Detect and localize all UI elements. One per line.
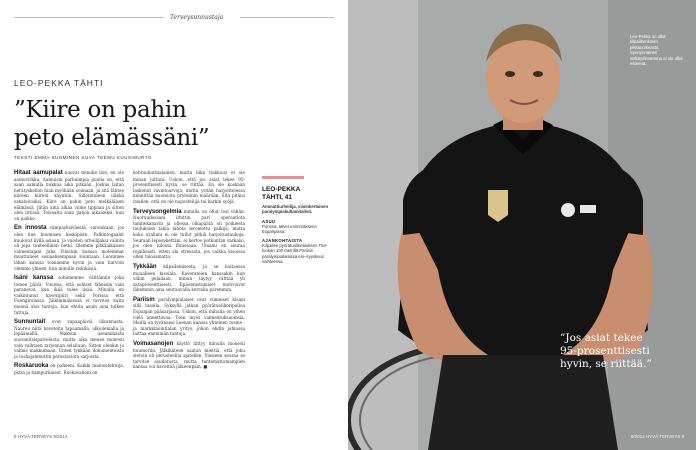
- left-eye: [505, 71, 515, 77]
- article-column-2: [133, 170, 245, 374]
- right-eye: [533, 71, 543, 77]
- paragraph: [133, 297, 245, 337]
- photo-caption: Leo-Pekka on ollut kilpailkenkinen pikkanoikeasta. Synnynnäinen selkäydinvamma ei ole ollut esteenä.: [630, 34, 683, 67]
- title-line-1: ”Kiire on pahin: [14, 97, 187, 123]
- paragraph-text: on paheeni. Kaikki mainsutehtuja, pizza ja hampurilaiset. Ruokavalioni on: [14, 363, 124, 375]
- paragraph: [14, 225, 124, 271]
- section-kicker: Terveysunnustaja: [170, 14, 224, 21]
- fact-box-value-asuu: Porissa, talvet enimmäkseen Espanjassa.: [262, 223, 317, 234]
- paragraph-text: paralympialaiset ovat viimeiset kisani sillä tasolla. Syksyllä jatkan pyörätuolikoripalloa Espanjan pääsarjassa. Uskon, että minulla on vihen vielä annettavaa. Toen myös valmentuksuomsia. Meillä on tyvänaesi Leenan kanssa yhteinen tosme - ja markkinointialan yritys, johon ehdin jatkossa laittaa enemmän tuntoja.: [133, 296, 245, 337]
- paragraph-text: vämpäyksiväestä, varsinkaan, jos olen itse huomisen keskipiste. Palkintogaalat kuulovat kyllä asiaan, ja vuoden urheilijaksi valinta oli jopa tunteellinen hetki. Olemme pitkäaikaisen valmentajani Juha Flinckin kanssa molemmat muuttuneet sosiaalisempaan suuntaan. Luonnnee lähan kanssa toisiamme hyvin ja vain harvoin olemme yhteen, kun minulla riskikäsiä.: [14, 225, 124, 271]
- paragraph: [133, 209, 245, 260]
- fact-box-title-line-1: LEO-PEKKA: [262, 186, 301, 193]
- paragraph: [14, 363, 124, 375]
- paragraph-lead: Voimasanojen: [133, 341, 174, 348]
- paragraph-lead: Terveysongelmia: [133, 208, 182, 215]
- paragraph: [14, 170, 124, 221]
- fact-box-title-line-2: TÄHTI, 41: [262, 193, 292, 201]
- paragraph-lead: Pariisin: [133, 296, 155, 303]
- fact-box-title: [262, 186, 330, 201]
- subject-name: LEO-PEKKA TÄHTI: [14, 78, 104, 88]
- sponsor-logo-icon: [561, 203, 575, 217]
- pull-quote: [560, 332, 690, 371]
- paragraph-lead: Isäni kanssa: [14, 275, 54, 282]
- right-page-photo: [348, 0, 696, 450]
- pull-quote-line-3: hyvin, se riittää.”: [560, 358, 652, 370]
- paragraph-text: kohtuukurinalainen, mutta liika tiukkuus ei ole minun juttuni. Uskon, että jos asiat tekee 95-prosenttisesti hyvin, se riittää. En ole koskaan laskenut ravintoarvoja, mutta yritän harjoittelessa kiinnittää huomiota proteiinin määrään. Sitä pitäisi itsellen, että on ole naposteilija tai karkin syöjä.: [133, 170, 245, 204]
- portrait-photo: [348, 0, 696, 450]
- paragraph: [133, 170, 245, 205]
- folio-left: 8 HYVÄ TERVEYS 8/2014: [14, 434, 68, 439]
- paragraph-text: ovat vapaapäiviä liikunnasta. Naureu niitä kaveteita tapaamalla, ulkoilemalla ja lepäämällä. Maksun useammasta suoranitsispalvelusta, mutta aika menee monesti vain vaihtaen tarjonnan selailuun. Sitten olenkin jo valmis makkumaan. Enten tykkään dokumenteista ja toshajahmuttin perustaviota sarjoista.: [14, 319, 124, 359]
- paragraph-text: kilpailemisesta, ja se hoitaessa muualleen kisoiala. Kaverateien kanssakin kun väliin pelailaan, minun täytyy välttää yli sataprosenttisesti. Epäonnistumiset motivoivat lähemmin aina seuraavalla kerralla paremmin.: [133, 263, 245, 293]
- article-title: [14, 96, 334, 152]
- paragraph-lead: En innosta: [14, 225, 47, 232]
- paragraph-text: käyttö liittyy minulla monesti huumoriin. Jälkikäteen saatan miettiä, että joku sietoin oli perusteellia ajatellen. Yleiseen seuraa se tarvitse saudatusta, mutta tuntemattomampien kanssa voi hävettää jälkeenpäin. ■: [133, 341, 245, 370]
- paragraph-lead: Hitaat aamupalat: [14, 170, 63, 176]
- article-credits: TEKSTI EMMA SUOMINEN KUVA TEEMU KUUSIMURTO: [14, 155, 152, 160]
- paragraph: [133, 341, 245, 370]
- fact-box-label-ajankohtaista: AJANKOHTAISTA: [262, 238, 303, 244]
- title-line-2: peto elämässäni”: [14, 125, 210, 151]
- pull-quote-line-1: ”Jos asiat tekee: [560, 332, 643, 344]
- fact-box-value-ajankohtaista: Kilpailee pyörätuolikelauksen T54-luokan 100 metrillä Pariisin paralympialaisissa elo–syyskuun vaihteessa.: [262, 243, 328, 265]
- paragraph-lead: Roskaruoka: [14, 363, 49, 370]
- fact-box: [262, 176, 330, 268]
- article-column-1: [14, 170, 124, 380]
- folio-right: 8/2014 HYVÄ TERVEYS 9: [630, 434, 684, 439]
- kicker-rule-left: [14, 17, 164, 18]
- paragraph: [14, 275, 124, 315]
- fact-box-accent-bar: [262, 176, 304, 179]
- kicker-rule-right: [240, 17, 334, 18]
- fact-box-description: Ammattiurheilija, viisinkertainen paralympiakultamitalisti.: [262, 204, 329, 215]
- pull-quote-line-2: 95-prosenttisesti: [560, 345, 650, 357]
- paragraph-text: minulla on ollut tosi vähän. Nuoruudessani iltuttin pari operaatiota tamnekanavin ja ollessa olkapäätä oli poikieeta tauluksien takia lahota leromettu paikija, mutta koko urallani ei ole tullut pitkiä harjoitustaukoja. Seuraan leposykettäni, ei kertoo potkuntan varkaisi, jos olen tulossa flunssaan. Umami en seuraa rejallisesti, etten ala stressata, jos vaikka kisoissa ollen tulosamatta.: [133, 208, 245, 260]
- paragraph: [133, 264, 245, 293]
- paragraph-lead: Sunnuntait: [14, 319, 46, 326]
- fact-box-label-asuu: ASUU: [262, 218, 276, 224]
- paragraph-text: sohimemme välttämiin joka toinen päivä. Vuoissa, että sohiset läheisiin vain paranevat, kun ikää tulee lisää. Minulla on vaikintunut kaveripiiri sekä Porissa että Fuengirolassa. Jälkimmäisessä ei tarvitse kulta mennä ulos tuntoja, kun ehtiin asuin aina tulkee tuttuja.: [14, 275, 124, 315]
- paragraph-text: nauvat minulle ilon, en ole aamuvirkku. Aamuisin parhaimpia puolia on, että saan aamulla nukkua aika pitkään. Joskus laitan herätyskellon hian myöhään soimaan, ja sitä lähtee kiireen kiirein käyntiin. Sillointuleen läikkä sakaloivaiksi. Kiire on pahin peto melkäläisen elämässä. Jätän aina aikaa viime tippaan ja sitten olen liriissä. Toisaalta saan paljon aikaiseksi, kun on paikko.: [14, 170, 124, 221]
- sponsor-logo-mark-icon: [580, 205, 596, 213]
- paragraph: [14, 319, 124, 359]
- paragraph-lead: Tykkään: [133, 263, 157, 270]
